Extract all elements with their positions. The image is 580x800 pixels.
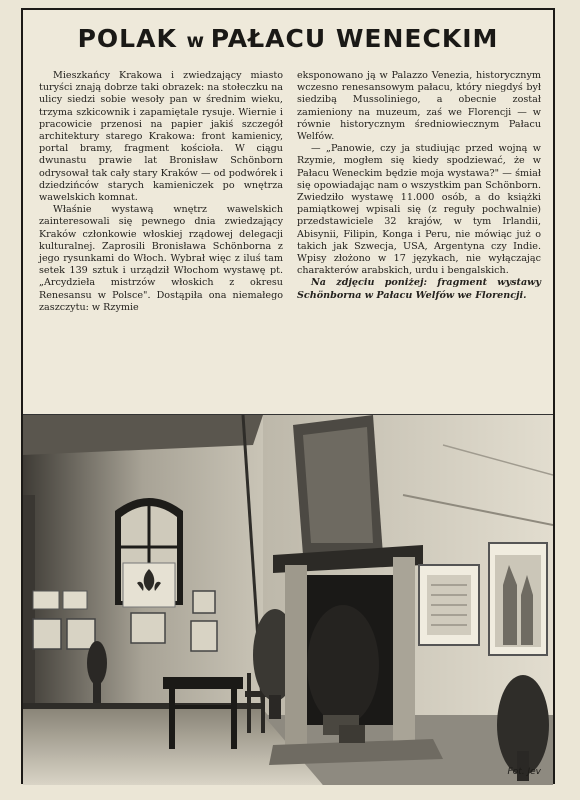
exhibition-photo xyxy=(23,414,553,785)
title-part-1: POLAK xyxy=(77,24,187,53)
article-body xyxy=(39,70,541,412)
paragraph-1: Mieszkańcy Krakowa i zwiedzający miasto turyści znają dobrze taki obrazek: na stołeczku na ulicy siedzi sobie wesoły pan w średnim wieku, trzyma szkicownik i zapamiętale rysuje. Wiernie i pracowicie przenosi na papier jakiś szczegół architektury starego Krakowa: front kamienicy, portal bramy, fragment kościoła. W ciągu dwunastu prawie lat Bronisław Schönborn odrysował tak cały stary Kraków — od podwórek i dziedzińców starych kamieniczek po wnętrza wawelskich komnat. xyxy=(39,70,283,204)
photo-caption: Na zdjęciu poniżej: fragment wystawy Schönborna w Pałacu Welfów we Florencji. xyxy=(297,277,541,301)
photo-signature: Fot. Jev xyxy=(507,767,541,777)
title-part-3: PAŁACU WENECKIM xyxy=(210,24,499,53)
paragraph-3: eksponowano ją w Palazzo Venezia, historycznym wczesno renesansowym pałacu, który niegdyś był siedzibą Mussoliniego, a obecnie został zamieniony na muzeum, zaś we Florencji — w równie historycznym średniowiecznym Pałacu Welfów. xyxy=(297,70,541,143)
article-column-left xyxy=(39,70,283,412)
article-frame xyxy=(21,8,555,784)
article-title xyxy=(23,24,553,53)
paragraph-4: — „Panowie, czy ja studiując przed wojną w Rzymie, mogłem się kiedy spodziewać, że w Pałacu Weneckim będzie moja wystawa?" — śmiał się opowiadając nam o wszystkim pan Schönborn. Zwiedziło wystawę 11.000 osób, a do książki pamiątkowej wpisali się (z reguły pochwalnie) przedstawiciele 32 krajów, w tym Irlandii, Abisynii, Filipin, Konga i Peru, nie mówiąc już o takich jak Szwecja, USA, Argentyna czy Indie. Wpisy złożono w 17 językach, nie wyłączając charakterów arabskich, urdu i bengalskich. xyxy=(297,143,541,277)
exhibition-hall-illustration xyxy=(23,415,553,785)
title-part-2: w xyxy=(186,30,211,52)
article-column-right xyxy=(297,70,541,412)
paragraph-2: Właśnie wystawą wnętrz wawelskich zainteresowali się pewnego dnia zwiedzający Kraków członkowie włoskiej rządowej delegacji kulturalnej. Zaprosili Bronisława Schönborna z jego rysunkami do Włoch. Wybrał więc z iluś tam setek 139 sztuk i urządził Włochom wystawę pt. „Arcydzieła mistrzów włoskich z okresu Renesansu w Polsce". Dostąpiła ona niemałego zaszczytu: w Rzymie xyxy=(39,204,283,313)
